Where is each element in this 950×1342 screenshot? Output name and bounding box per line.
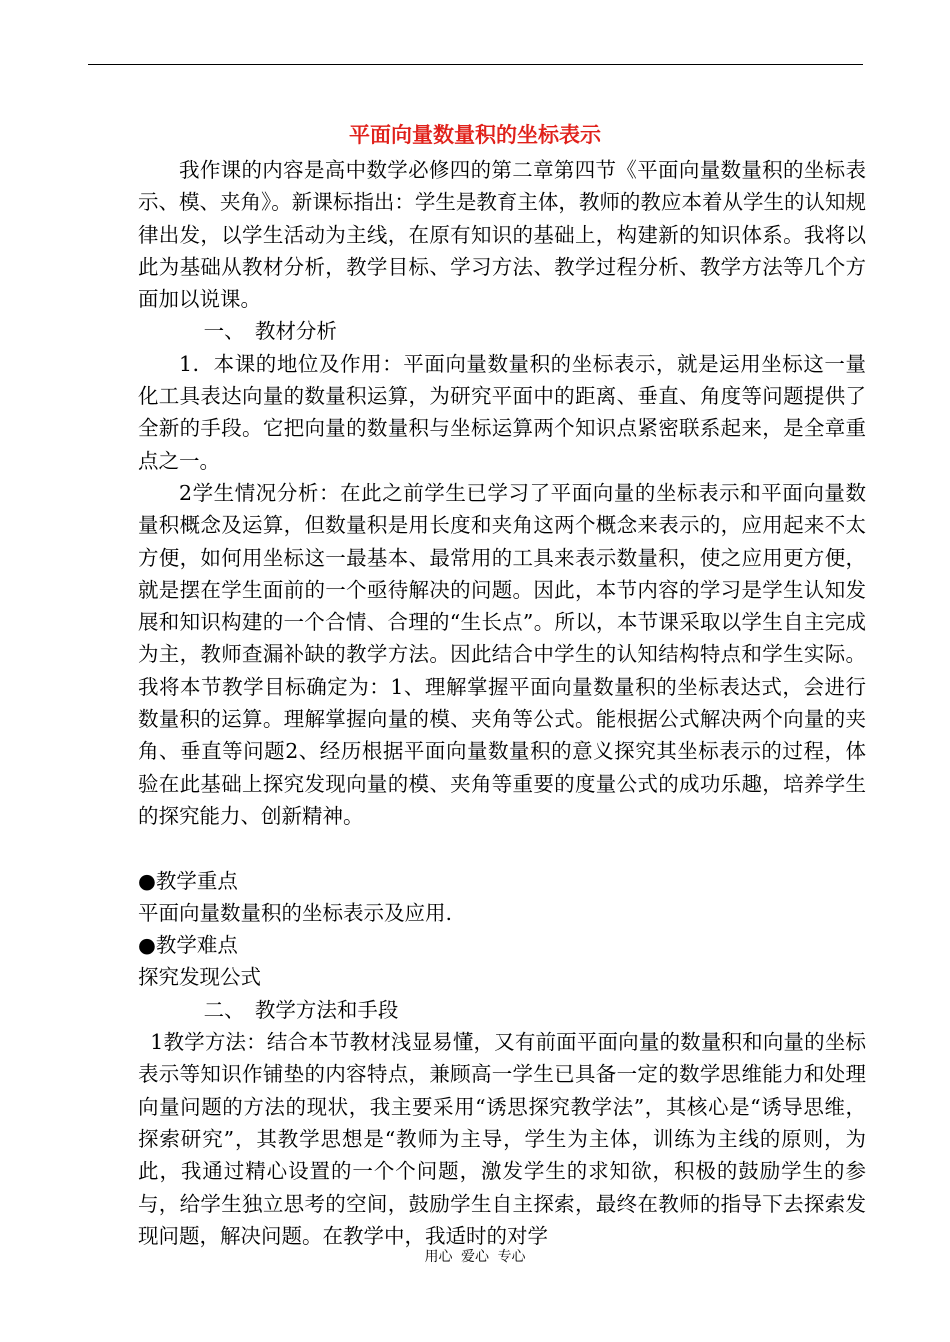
paragraph-teaching-method: 1教学方法：结合本节教材浅显易懂，又有前面平面向量的数量积和向量的坐标表示等知识作铺垫的内容特点，兼顾高一学生已具备一定的数学思维能力和处理向量问题的方法的现状，我主要采用“诱思探究教学法”，其核心是“诱导思维，探索研究”，其教学思想是“教师为主导，学生为主体，训练为主线的原则，为此，我通过精心设置的一个个问题，激发学生的求知欲，积极的鼓励学生的参与，给学生独立思考的空间，鼓励学生自主探索，最终在教师的指导下去探索发现问题，解决问题。在教学中，我适时的对学 bbox=[138, 1030, 866, 1248]
key-point-text: 平面向量数量积的坐标表示及应用. bbox=[138, 900, 453, 925]
paragraph-student-analysis: 2学生情况分析：在此之前学生已学习了平面向量的坐标表示和平面向量数量积概念及运算，但数量积是用长度和夹角这两个概念来表示的，应用起来不太方便，如何用坐标这一最基本、最常用的工具来表示数量积，使之应用更方便，就是摆在学生面前的一个亟待解决的问题。因此，本节内容的学习是学生认知发展和知识构建的一个合情、合理的“生长点”。所以，本节课采取以学生自主完成为主，教师查漏补缺的教学方法。因此结合中学生的认知结构特点和学生实际。我将本节教学目标确定为：1、理解掌握平面向量数量积的坐标表达式，会进行数量积的运算。理解掌握向量的模、夹角等公式。能根据公式解决两个向量的夹角、垂直等问题2、经历根据平面向量数量积的意义探究其坐标表示的过程，体验在此基础上探究发现向量的模、夹角等重要的度量公式的成功乐趣，培养学生的探究能力、创新精神。 bbox=[138, 480, 866, 828]
blank-line bbox=[138, 832, 866, 864]
page-footer: 用心 爱心 专心 bbox=[424, 1249, 526, 1265]
document-title: 平面向量数量积的坐标表示 bbox=[349, 123, 601, 147]
section-heading-teaching-methods: 二、 教学方法和手段 bbox=[203, 997, 399, 1022]
difficulty-text: 探究发现公式 bbox=[138, 965, 261, 990]
intro-paragraph: 我作课的内容是高中数学必修四的第二章第四节《平面向量数量积的坐标表示、模、夹角》。新课标指出：学生是教育主体，教师的教应本着从学生的认知规律出发，以学生活动为主线，在原有知识的基础上，构建新的知识体系。我将以此为基础从教材分析，教学目标、学习方法、教学过程分析、教学方法等几个方面加以说课。 bbox=[138, 158, 866, 312]
paragraph-role-of-lesson: 1．本课的地位及作用：平面向量数量积的坐标表示，就是运用坐标这一量化工具表达向量的数量积运算，为研究平面中的距离、垂直、角度等问题提供了全新的手段。它把向量的数量积与坐标运算两个知识点紧密联系起来，是全章重点之一。 bbox=[138, 351, 866, 473]
key-point-label: ●教学重点 bbox=[138, 868, 238, 893]
header-rule bbox=[88, 64, 863, 65]
section-heading-textbook-analysis: 一、 教材分析 bbox=[203, 319, 337, 344]
document-body bbox=[138, 154, 866, 1252]
difficulty-label: ●教学难点 bbox=[138, 933, 238, 958]
